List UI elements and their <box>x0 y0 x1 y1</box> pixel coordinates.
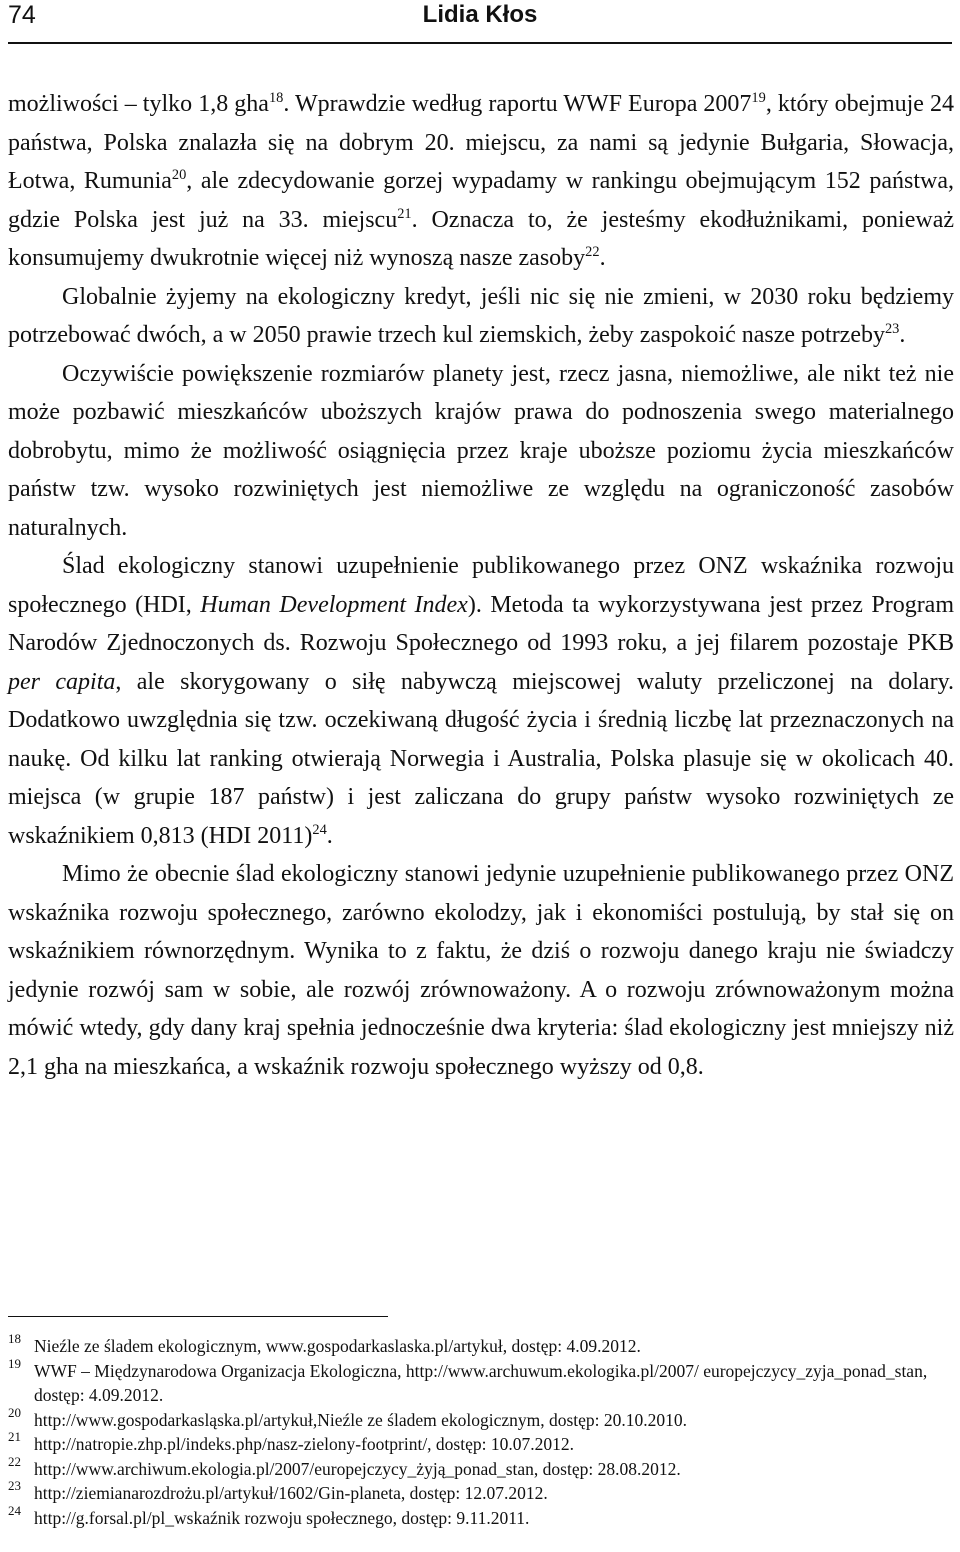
text-run: . <box>326 822 333 849</box>
body-text <box>8 85 954 1086</box>
footnote-ref: 18 <box>268 90 284 106</box>
text-run: . Oznacza to, że jesteśmy ekodłużnikami, ponieważ konsumujemy dwukrotnie więcej niż wynoszą nasze zasoby <box>8 206 955 271</box>
footnote <box>8 1502 954 1531</box>
text-run: . <box>899 322 906 348</box>
footnote-number: 20 <box>8 1404 21 1420</box>
footnote-text: WWF – Międzynarodowa Organizacja Ekologiczna, http://www.archuwum.ekologika.pl/2007/ europejczycy_zyja_ponad_stan, dostęp: 4.09.2012. <box>34 1360 928 1405</box>
footnote <box>8 1453 954 1482</box>
header-divider <box>8 42 952 44</box>
text-run: , który obejmuje 24 państwa, Polska znalazła się na dobrym 20. miejscu, za nami są jedynie Bułgaria, Słowacja, Łotwa, Rumunia <box>8 91 955 194</box>
italic-text: per capita <box>8 668 116 695</box>
paragraph <box>8 547 954 855</box>
footnote-ref: 24 <box>312 821 327 838</box>
text-run: Globalnie żyjemy na ekologiczny kredyt, jeśli nic się nie zmieni, w 2030 roku będziemy potrzebować dwóch, a w 2050 prawie trzech kul ziemskich, żeby zaspokoić nasze potrzeby <box>8 283 954 348</box>
footnote-ref: 20 <box>171 167 187 183</box>
footnote-text: Nieźle ze śladem ekologicznym, www.gospodarkaslaska.pl/artykuł, dostęp: 4.09.2012. <box>34 1336 641 1356</box>
text-run: Mimo że obecnie ślad ekologiczny stanowi jedynie uzupełnienie publikowanego przez ONZ wskaźnika rozwoju społecznego, zarówno ekolodzy, jak i ekonomiści postulują, by stał się on wskaźnikiem równorzędnym. Wynika to z faktu, że dziś o rozwoju danego kraju nie świadczy jedynie rozwój sam w sobie, ale rozwój zrównoważony. A o rozwoju zrównoważonym można mówić wtedy, gdy dany kraj spełnia jednocześnie dwa kryteria: ślad ekologiczny jest mniejszy niż 2,1 gha na mieszkańca, a wskaźnik rozwoju społecznego wyższy od 0,8. <box>8 861 954 1080</box>
text-run: ). Metoda ta wykorzystywana jest przez Program Narodów Zjednoczonych ds. Rozwoju Społecznego od 1993 roku, a jej filarem pozostaje PKB <box>8 591 955 656</box>
text-run: , ale skorygowany o siłę nabywczą miejscowej waluty przeliczonej na dolary. Dodatkowo uwzględnia się tzw. oczekiwaną długość życia i średnią liczbę lat przeznaczonych na naukę. Od kilku lat ranking otwierają Norwegia i Australia, Polska plasuje się w okolicach 40. miejsca (w grupie 187 państw) i jest zaliczana do grupy państw wysoko rozwiniętych ze wskaźnikiem 0,813 (HDI 2011) <box>8 668 955 849</box>
footnote-number: 18 <box>8 1331 21 1346</box>
footnote-ref: 23 <box>884 321 900 337</box>
page-header <box>0 0 960 46</box>
footnote <box>8 1478 954 1506</box>
footnotes <box>8 1331 954 1530</box>
footnote <box>8 1355 954 1408</box>
footnote-number: 22 <box>8 1453 21 1469</box>
italic-text: Human Development Index <box>200 591 468 618</box>
paragraph <box>8 85 954 278</box>
page-number: 74 <box>8 1 36 29</box>
footnote-ref: 21 <box>397 205 412 222</box>
footnote-ref: 19 <box>751 90 766 106</box>
footnote <box>8 1331 954 1359</box>
text-run: możliwości – tylko 1,8 gha <box>8 91 269 117</box>
footnote-number: 21 <box>8 1429 21 1444</box>
text-run: , ale zdecydowanie gorzej wypadamy w rankingu obejmującym 152 państwa, gdzie Polska jest już na 33. miejscu <box>8 168 955 233</box>
text-run: . <box>599 245 606 271</box>
footnote-text: http://natropie.zhp.pl/indeks.php/nasz-zielony-footprint/, dostęp: 10.07.2012. <box>34 1434 574 1454</box>
footnote <box>8 1429 954 1457</box>
footnote-text: http://ziemianarozdrożu.pl/artykuł/1602/Gin-planeta, dostęp: 12.07.2012. <box>34 1483 548 1503</box>
footnote-number: 23 <box>8 1478 21 1493</box>
text-run: . Wprawdzie według raportu WWF Europa 2007 <box>283 91 752 117</box>
running-head-author: Lidia Kłos <box>422 1 538 28</box>
footnote-text: http://www.gospodarkasląska.pl/artykuł,Nieźle ze śladem ekologicznym, dostęp: 20.10.2010. <box>34 1409 688 1430</box>
footnote <box>8 1404 954 1433</box>
footnote-text: http://g.forsal.pl/pl_wskaźnik rozwoju społecznego, dostęp: 9.11.2011. <box>34 1507 530 1528</box>
text-run: Oczywiście powiększenie rozmiarów planety jest, rzecz jasna, niemożliwe, ale nikt też nie może pozbawić mieszkańców uboższych krajów prawa do podnoszenia swego materialnego dobrobytu, mimo że możliwość osiągnięcia przez kraje uboższe poziomu życia mieszkańców państw tzw. wysoko rozwiniętych jest niemożliwe ze względu na ograniczoność zasobów naturalnych. <box>8 360 954 541</box>
footnote-number: 19 <box>8 1355 21 1371</box>
paragraph <box>8 355 954 548</box>
footnote-divider <box>8 1316 388 1317</box>
footnote-text: http://www.archiwum.ekologia.pl/2007/europejczycy_żyją_ponad_stan, dostęp: 28.08.2012. <box>34 1458 681 1479</box>
footnote-number: 24 <box>8 1502 21 1518</box>
footnote-ref: 22 <box>585 244 600 260</box>
paragraph <box>8 278 954 355</box>
paragraph <box>8 855 954 1086</box>
text-run: Ślad ekologiczny stanowi uzupełnienie publikowanego przez ONZ wskaźnika rozwoju społecznego (HDI, <box>8 553 954 618</box>
